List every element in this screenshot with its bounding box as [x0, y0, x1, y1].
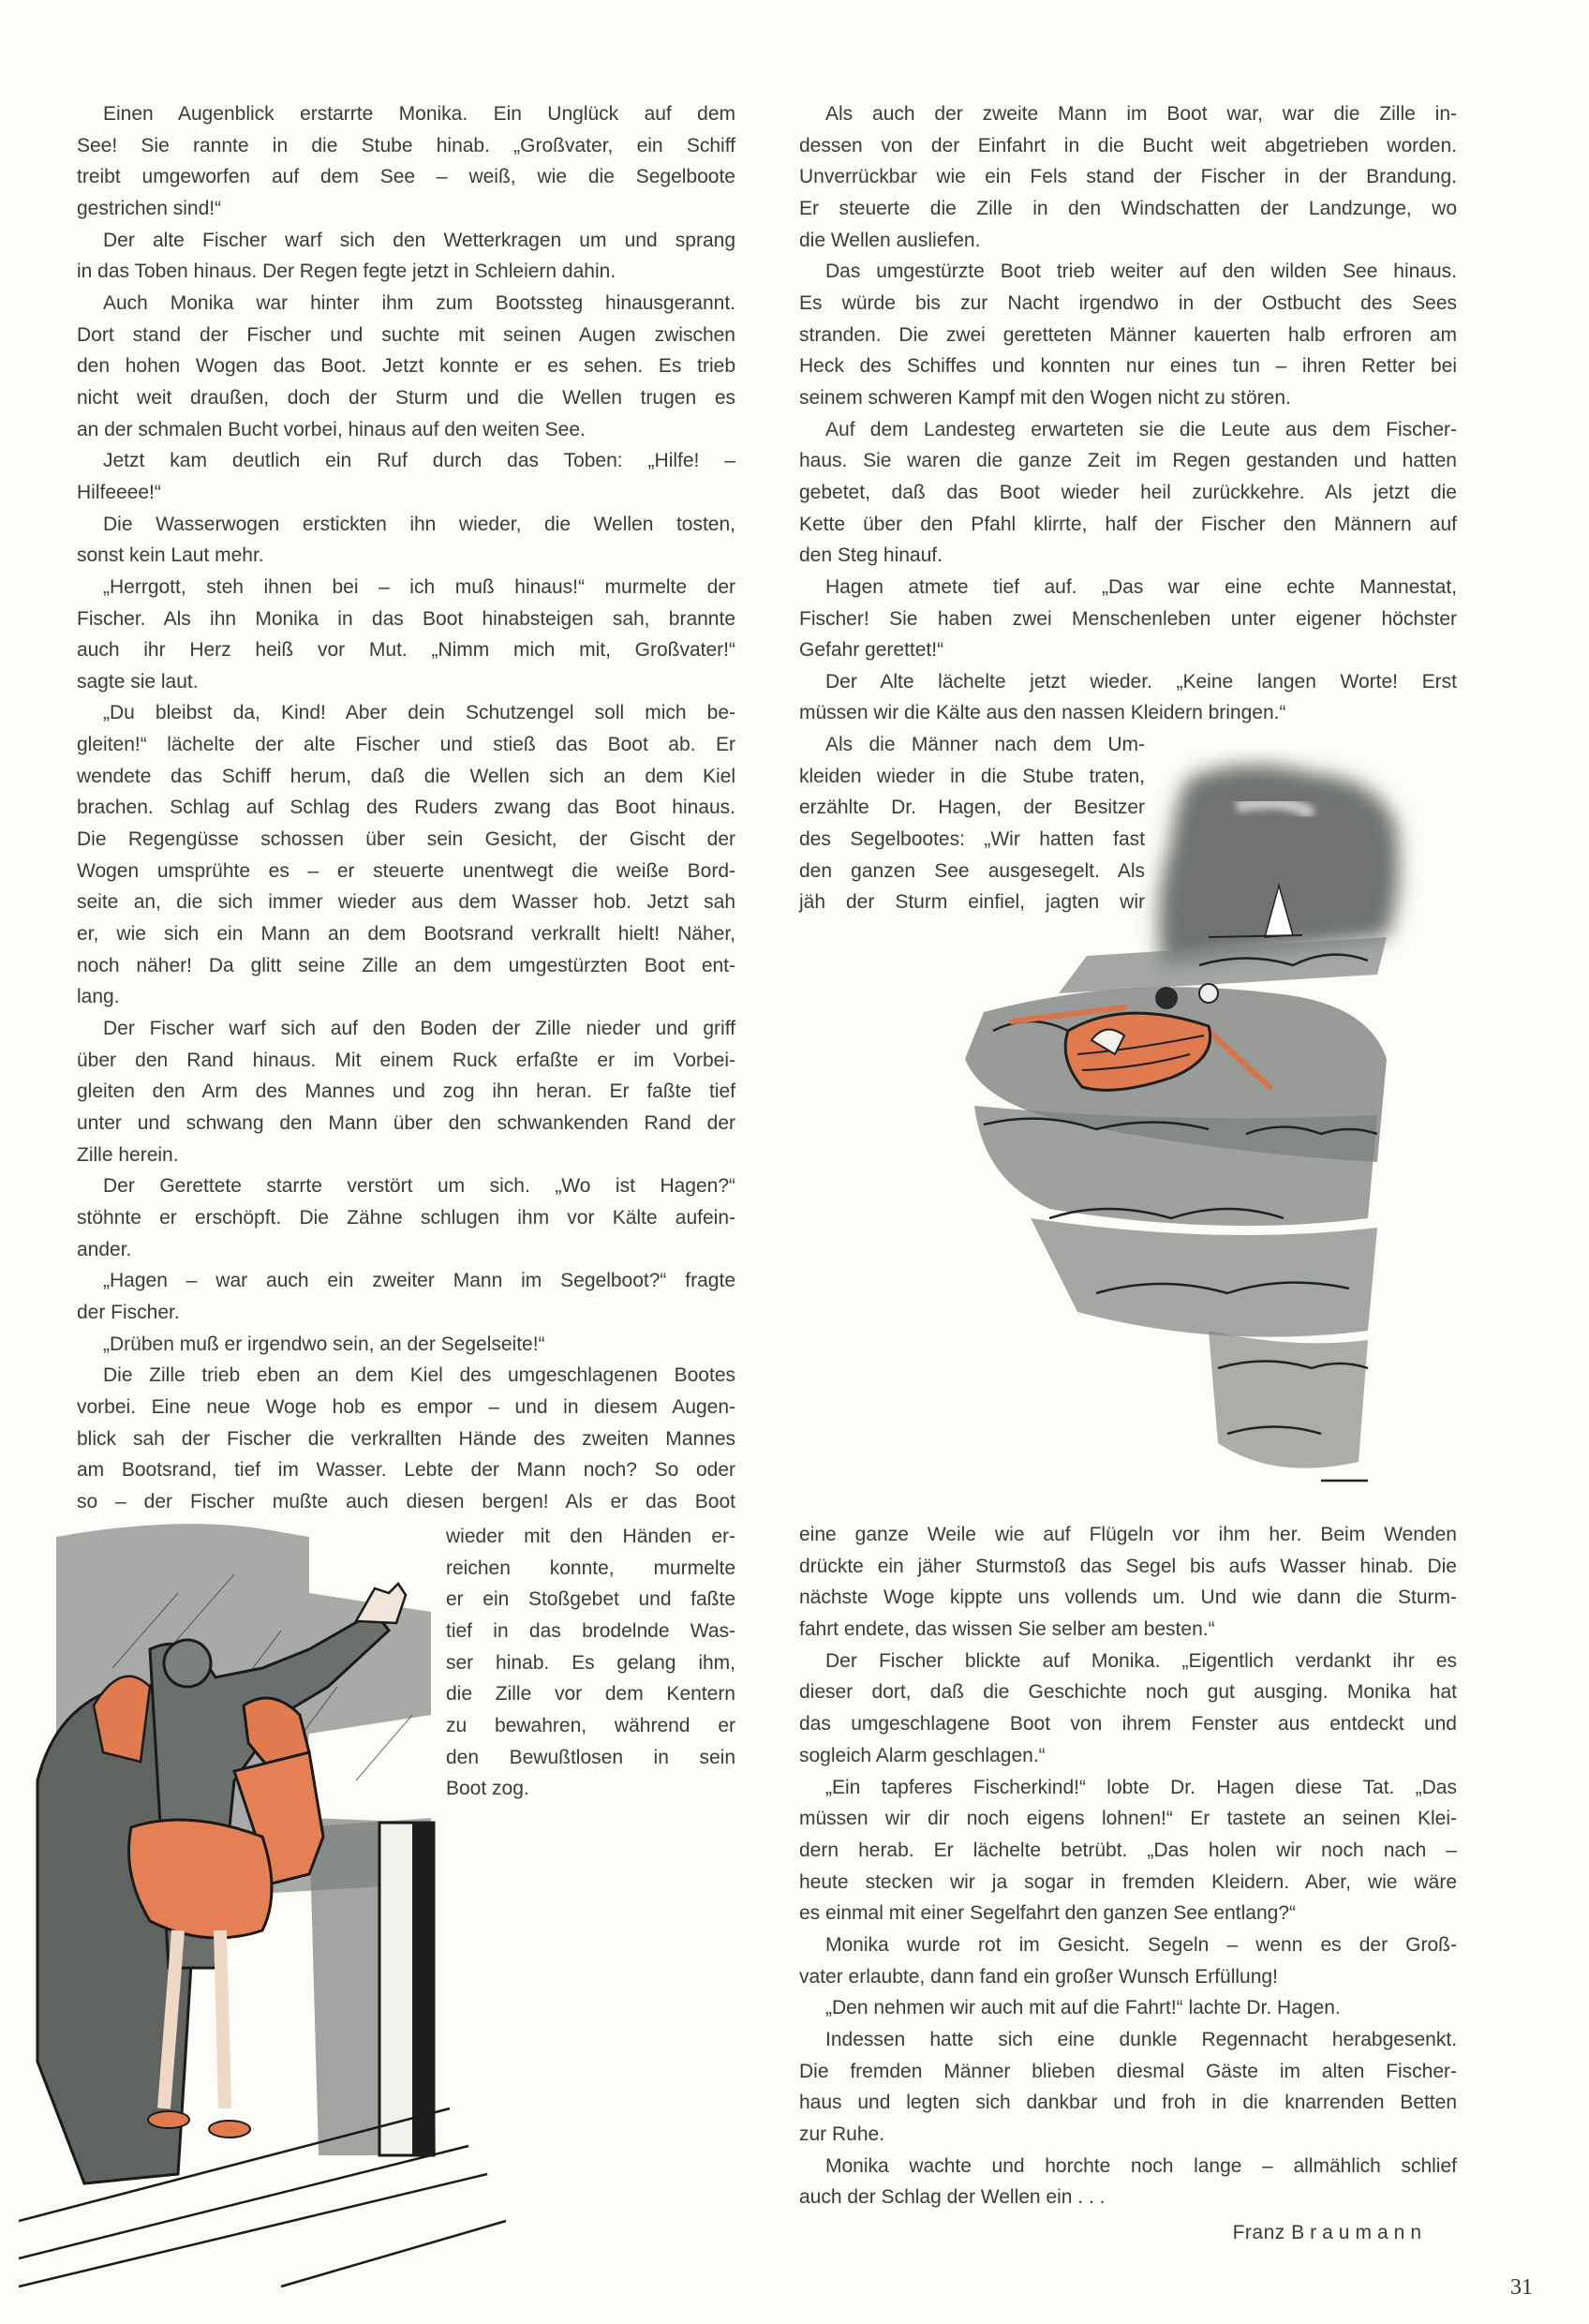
- text-line: Der Alte lächelte jetzt wieder. „Keine langen Worte! Erst: [825, 670, 1457, 693]
- text-line: gleiten!“ lächelte der alte Fischer und stieß das Boot ab. Er: [77, 734, 735, 756]
- paragraph: [799, 2024, 1457, 2151]
- text-line: Dort stand der Fischer und suchte mit seinen Augen zwischen: [77, 323, 735, 346]
- text-line: vorbei. Eine neue Woge hob es empor – und in diesem Augen-: [77, 1395, 735, 1418]
- text-line: „Herrgott, steh ihnen bei – ich muß hinaus!“ murmelte der: [103, 575, 735, 598]
- paragraph: [799, 2151, 1457, 2213]
- right-column-continued-text: [799, 1519, 1457, 2213]
- text-line: Indessen hatte sich eine dunkle Regennacht herabgesenkt.: [825, 2029, 1457, 2050]
- text-line: Der alte Fischer warf sich den Wetterkragen um und sprang: [103, 229, 735, 251]
- text-line: zu bewahren, während er: [446, 1714, 735, 1736]
- text-line: tief in das brodelnde Was-: [446, 1619, 735, 1642]
- mooring-post: [379, 1823, 434, 2155]
- text-line: Einen Augenblick erstarrte Monika. Ein Unglück auf dem: [103, 103, 735, 125]
- paragraph: [799, 1519, 1457, 1646]
- paragraph: [77, 445, 735, 508]
- paragraph: [77, 1013, 735, 1170]
- text-line: Fischer. Als ihn Monika in das Boot hinabsteigen sah, brannte: [77, 607, 735, 630]
- text-line: dieser dort, daß die Geschichte noch gut ausging. Monika hat: [799, 1681, 1457, 1704]
- text-line: über den Rand hinaus. Mit einem Ruck erfaßte er im Vorbei-: [77, 1049, 735, 1071]
- text-line: Gefahr gerettet!“: [799, 639, 944, 662]
- text-line: See! Sie rannte in die Stube hinab. „Großvater, ein Schiff: [77, 134, 735, 156]
- text-line: wieder mit den Händen er-: [446, 1526, 735, 1547]
- text-line: die Wellen ausliefen.: [799, 229, 981, 251]
- text-line: lang.: [77, 986, 120, 1008]
- text-line: blick sah der Fischer die verkrallten Hände des zweiten Mannes: [77, 1427, 735, 1450]
- text-line: Der Fischer warf sich auf den Boden der Zille nieder und griff: [103, 1018, 735, 1040]
- paragraph: [799, 98, 1457, 256]
- text-line: haus und legten sich dankbar und froh in die knarrenden Betten: [799, 2092, 1457, 2114]
- right-wrapped-text: [799, 729, 1145, 918]
- paragraph: [77, 1360, 735, 1517]
- text-line: wendete das Schiff herum, daß die Wellen sich an dem Kiel: [77, 765, 735, 787]
- text-line: er, wie sich ein Mann an dem Bootsrand verkrallt hielt! Näher,: [77, 923, 735, 946]
- text-line: des Segelbootes: „Wir hatten fast: [799, 827, 1145, 850]
- text-line: den Bewußtlosen in sein: [446, 1746, 735, 1768]
- text-line: reichen konnte, murmelte: [446, 1557, 735, 1579]
- text-line: Hagen atmete tief auf. „Das war eine echte Mannestat,: [825, 575, 1457, 598]
- text-line: eine ganze Weile wie auf Flügeln vor ihm her. Beim Wenden: [799, 1524, 1457, 1545]
- text-line: dern herab. Er lächelte betrübt. „Das holen wir noch nach –: [799, 1839, 1457, 1861]
- text-line: zur Ruhe.: [799, 2123, 885, 2146]
- text-line: gebetet, daß das Boot wieder heil zurückkehre. Als jetzt die: [799, 481, 1457, 503]
- paragraph: [77, 1329, 735, 1361]
- text-line: vater erlaubte, dann fand ein großer Wunsch Erfüllung!: [799, 1965, 1278, 1988]
- text-line: Die Zille trieb eben an dem Kiel des umgeschlagenen Bootes: [103, 1364, 735, 1387]
- paragraph: [77, 1170, 735, 1265]
- text-line: der Fischer.: [77, 1301, 180, 1323]
- paragraph: [799, 1992, 1457, 2024]
- text-line: Als auch der zweite Mann im Boot war, war die Zille in-: [825, 103, 1457, 125]
- text-line: seite an, die sich immer wieder aus dem Wasser hob. Jetzt sah: [77, 891, 735, 914]
- text-line: ser hinab. Es gelang ihm,: [446, 1651, 735, 1674]
- text-line: auch der Schlag der Wellen ein . . .: [799, 2186, 1106, 2209]
- text-line: Es würde bis zur Nacht irgendwo in der Ostbucht des Sees: [799, 291, 1457, 314]
- text-line: den ganzen See ausgesegelt. Als: [799, 859, 1145, 882]
- text-line: so – der Fischer mußte auch diesen bergen! Als er das Boot: [77, 1490, 735, 1512]
- paragraph: [446, 1521, 735, 1805]
- text-line: Zille herein.: [77, 1143, 179, 1166]
- paragraph: [77, 1265, 735, 1328]
- text-line: nicht weit draußen, doch der Sturm und die Wellen trugen es: [77, 386, 735, 409]
- text-line: er ein Stoßgebet und faßte: [446, 1588, 735, 1611]
- text-line: Hilfeeee!“: [77, 481, 161, 503]
- paragraph: [77, 509, 735, 572]
- text-line: müssen wir die Kälte aus den nassen Kleidern bringen.“: [799, 702, 1286, 724]
- left-wrapped-text: [446, 1521, 735, 1805]
- text-line: es einmal mit einer Segelfahrt den ganzen See entlang?“: [799, 1902, 1297, 1925]
- text-line: Er steuerte die Zille in den Windschatten der Landzunge, wo: [799, 197, 1457, 219]
- text-line: Kette über den Pfahl klirrte, half der Fischer den Männern auf: [799, 513, 1457, 535]
- text-line: gleiten den Arm des Mannes und zog ihn heran. Er faßte tief: [77, 1080, 735, 1103]
- text-line: heute stecken wir ja sogar in fremden Kleidern. Aber, wie wäre: [799, 1870, 1457, 1893]
- text-line: brachen. Schlag auf Schlag des Ruders zwang das Boot hinaus.: [77, 797, 735, 819]
- paragraph: [799, 729, 1145, 918]
- text-line: stöhnte er erschöpft. Die Zähne schlugen ihm vor Kälte aufein-: [77, 1206, 735, 1229]
- text-line: nächste Woge kippte uns vollends um. Und wie dann die Sturm-: [799, 1587, 1457, 1609]
- text-line: sagte sie laut.: [77, 670, 199, 693]
- text-line: fahrt endete, das wissen Sie selber am besten.“: [799, 1618, 1215, 1641]
- text-line: müssen wir dir noch eigens lohnen!“ Er tastete an seinen Klei-: [799, 1808, 1457, 1830]
- text-line: am Bootsrand, tief im Wasser. Lebte der Mann noch? So oder: [77, 1459, 735, 1482]
- author-byline: [1233, 2219, 1427, 2247]
- text-line: „Ein tapferes Fischerkind!“ lobte Dr. Hagen diese Tat. „Das: [825, 1776, 1457, 1798]
- text-line: Jetzt kam deutlich ein Ruf durch das Toben: „Hilfe! –: [103, 450, 735, 472]
- text-line: Monika wachte und horchte noch lange – allmählich schlief: [825, 2154, 1457, 2177]
- text-line: gestrichen sind!“: [77, 197, 222, 219]
- paragraph: [77, 572, 735, 698]
- paragraph: [799, 1646, 1457, 1772]
- text-line: Die Wasserwogen erstickten ihn wieder, die Wellen tosten,: [103, 513, 735, 535]
- text-line: Monika wurde rot im Gesicht. Segeln – wenn es der Groß-: [825, 1933, 1457, 1956]
- text-line: Unverrückbar wie ein Fels stand der Fischer in der Brandung.: [799, 166, 1457, 188]
- text-line: dessen von der Einfahrt in die Bucht weit abgetrieben worden.: [799, 134, 1457, 156]
- text-line: sonst kein Laut mehr.: [77, 544, 264, 567]
- text-line: Die Regengüsse schossen über sein Gesicht, der Gischt der: [77, 828, 735, 851]
- text-line: „Du bleibst da, Kind! Aber dein Schutzengel soll mich be-: [103, 702, 735, 724]
- text-line: den hohen Wogen das Boot. Jetzt konnte er es sehen. Es trieb: [77, 355, 735, 378]
- paragraph: [799, 572, 1457, 666]
- text-line: Der Gerettete starrte verstört um sich. „Wo ist Hagen?“: [103, 1175, 735, 1198]
- text-line: sogleich Alarm geschlagen.“: [799, 1744, 1046, 1766]
- text-line: Auch Monika war hinter ihm zum Bootssteg hinausgerannt.: [103, 291, 735, 314]
- author-last-name: Braumann: [1291, 2222, 1427, 2243]
- text-line: „Den nehmen wir auch mit auf die Fahrt!“ lachte Dr. Hagen.: [825, 1997, 1341, 2019]
- text-line: „Drüben muß er irgendwo sein, an der Segelseite!“: [103, 1333, 545, 1355]
- text-line: seinem schweren Kampf mit den Wogen nicht zu stören.: [799, 386, 1291, 409]
- text-line: Der Fischer blickte auf Monika. „Eigentlich verdankt ihr es: [825, 1649, 1457, 1672]
- text-line: Das umgestürzte Boot trieb weiter auf den wilden See hinaus.: [825, 261, 1457, 283]
- text-line: unter und schwang den Mann über den schwankenden Rand der: [77, 1112, 735, 1134]
- page-number: 31: [1510, 2275, 1533, 2300]
- text-line: „Hagen – war auch ein zweiter Mann im Segelboot?“ fragte: [103, 1270, 735, 1292]
- text-line: haus. Sie waren die ganze Zeit im Regen gestanden und hatten: [799, 450, 1457, 472]
- text-line: Als die Männer nach dem Um-: [825, 734, 1145, 755]
- text-line: Boot zog.: [446, 1778, 529, 1800]
- paragraph: [799, 414, 1457, 572]
- text-line: erzählte Dr. Hagen, der Besitzer: [799, 797, 1145, 819]
- paragraph: [77, 288, 735, 445]
- text-line: auch ihr Herz heiß vor Mut. „Nimm mich mit, Großvater!“: [77, 639, 735, 662]
- text-line: kleiden wieder in die Stube traten,: [799, 765, 1145, 787]
- paragraph: [799, 666, 1457, 729]
- paragraph: [799, 1929, 1457, 1992]
- text-line: an der schmalen Bucht vorbei, hinaus auf den weiten See.: [77, 418, 586, 440]
- text-line: ander.: [77, 1238, 132, 1260]
- text-line: den Steg hinauf.: [799, 544, 943, 567]
- paragraph: [799, 256, 1457, 413]
- text-line: Fischer! Sie haben zwei Menschenleben unter eigener höchster: [799, 607, 1457, 630]
- text-line: Wogen umsprühte es – er steuerte unentwegt die weiße Bord-: [77, 859, 735, 882]
- text-line: Heck des Schiffes und konnten nur eines tun – ihren Retter bei: [799, 355, 1457, 378]
- text-line: die Zille vor dem Kentern: [446, 1683, 735, 1706]
- paragraph: [77, 697, 735, 1013]
- text-line: Die fremden Männer blieben diesmal Gäste im alten Fischer-: [799, 2060, 1457, 2082]
- text-line: drückte ein jäher Sturmstoß das Segel bis aufs Wasser hinab. Die: [799, 1555, 1457, 1577]
- paragraph: [77, 225, 735, 288]
- paragraph: [77, 98, 735, 225]
- paragraph: [799, 1772, 1457, 1929]
- text-line: treibt umgeworfen auf dem See – weiß, wie die Segelboote: [77, 166, 735, 188]
- left-column-text: [77, 98, 735, 1518]
- text-line: noch näher! Da glitt seine Zille an dem umgestürzten Boot ent-: [77, 954, 735, 976]
- author-first-name: Franz: [1232, 2222, 1285, 2243]
- text-line: Auf dem Landesteg erwarteten sie die Leute aus dem Fischer-: [825, 418, 1457, 440]
- text-line: stranden. Die zwei geretteten Männer kauerten halb erfroren am: [799, 323, 1457, 346]
- text-line: das umgeschlagene Boot von ihrem Fenster aus entdeckt und: [799, 1713, 1457, 1736]
- text-line: jäh der Sturm einfiel, jagten wir: [799, 891, 1145, 914]
- text-line: in das Toben hinaus. Der Regen fegte jetzt in Schleiern dahin.: [77, 261, 616, 283]
- right-column-text: [799, 98, 1457, 729]
